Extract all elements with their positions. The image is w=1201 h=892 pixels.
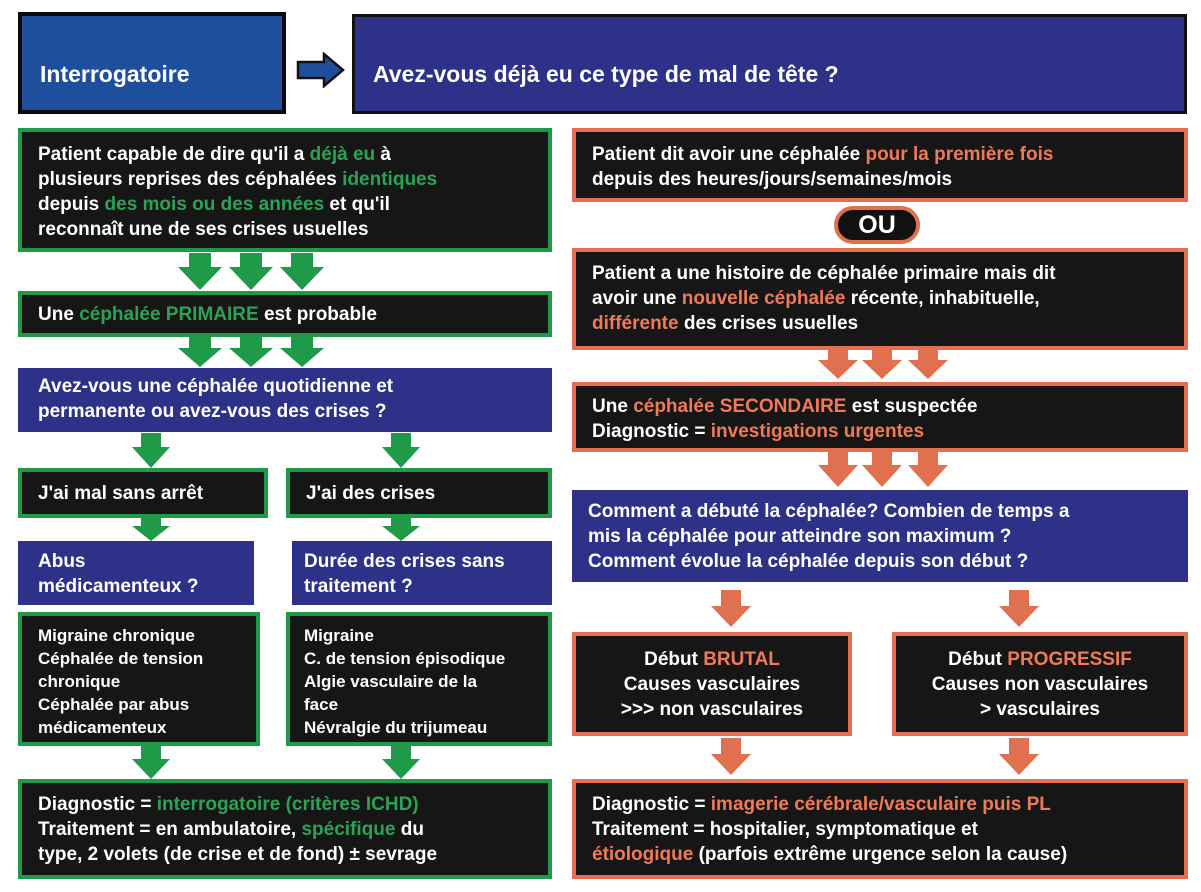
secondary-diagnosis-treatment-box	[572, 779, 1188, 879]
primary-history-line-2: plusieurs reprises des céphalées identiques	[38, 169, 438, 190]
primary-history-line-1: Patient capable de dire qu'il a déjà eu à	[38, 144, 391, 165]
orange-triple-arrow-icon	[810, 350, 970, 380]
new-headache-box	[572, 248, 1188, 350]
constant-pain-text: J'ai mal sans arrêt	[38, 483, 204, 504]
secondary-line-2: Diagnostic = investigations urgentes	[592, 421, 925, 442]
progressive-onset-line-3: > vasculaires	[980, 699, 1100, 720]
primary-dx-line-3: type, 2 volets (de crise et de fond) ± sevrage	[38, 844, 438, 865]
primary-diagnosis-treatment-box	[18, 779, 552, 879]
primary-probable-box	[18, 291, 552, 337]
orange-triple-arrow-icon	[810, 452, 970, 488]
primary-history-line-4: reconnaît une de ses crises usuelles	[38, 219, 369, 240]
sudden-onset-title: Début BRUTAL	[644, 649, 780, 670]
progressive-onset-title: Début PROGRESSIF	[948, 649, 1132, 670]
attack-duration-line-1: Durée des crises sans	[304, 551, 505, 572]
episodic-dx-4: face	[304, 695, 339, 714]
header-questions-box	[352, 14, 1187, 114]
first-time-line-2: depuis des heures/jours/semaines/mois	[592, 169, 953, 190]
episodic-dx-3: Algie vasculaire de la	[304, 672, 477, 691]
sudden-onset-box	[572, 632, 852, 736]
medication-abuse-line-1: Abus	[38, 551, 86, 572]
header-right-line-1: Avez-vous déjà eu ce type de mal de tête ?	[373, 61, 839, 87]
primary-dx-line-1: Diagnostic = interrogatoire (critères ICHD)	[38, 794, 419, 815]
medication-abuse-line-2: médicamenteux ?	[38, 576, 199, 597]
first-time-headache-box	[572, 128, 1188, 202]
progressive-onset-line-2: Causes non vasculaires	[931, 674, 1149, 695]
onset-question-line-1: Comment a débuté la céphalée? Combien de temps a	[588, 501, 1070, 522]
episodic-diagnoses-box	[286, 612, 552, 746]
chronic-dx-5: médicamenteux	[38, 718, 167, 737]
header-arrow-icon	[296, 52, 346, 88]
sudden-onset-line-3: >>> non vasculaires	[620, 699, 804, 720]
onset-question-box	[572, 490, 1188, 582]
daily-question-line-2: permanente ou avez-vous des crises ?	[38, 401, 387, 422]
green-arrow-icon	[381, 433, 421, 469]
medication-abuse-question-box	[18, 541, 254, 605]
green-triple-arrow-icon	[172, 337, 332, 368]
green-triple-arrow-icon	[172, 253, 332, 291]
chronic-dx-3: chronique	[38, 672, 121, 691]
green-arrow-icon	[131, 746, 171, 780]
attacks-box	[286, 468, 552, 518]
header-left-line-1: Interrogatoire	[40, 61, 190, 87]
new-headache-line-3: différente des crises usuelles	[592, 313, 859, 334]
episodic-dx-2: C. de tension épisodique	[304, 649, 506, 668]
orange-arrow-icon	[997, 590, 1041, 628]
secondary-suspected-box	[572, 382, 1188, 452]
attack-duration-line-2: traitement ?	[304, 576, 413, 597]
progressive-onset-box	[892, 632, 1188, 736]
first-time-line-1: Patient dit avoir une céphalée pour la première fois	[592, 144, 1054, 165]
daily-question-line-1: Avez-vous une céphalée quotidienne et	[38, 376, 394, 397]
episodic-dx-1: Migraine	[304, 626, 374, 645]
orange-arrow-icon	[709, 590, 753, 628]
orange-arrow-icon	[709, 738, 753, 776]
attack-duration-question-box	[292, 541, 552, 605]
primary-probable-text: Une céphalée PRIMAIRE est probable	[38, 304, 377, 325]
onset-question-line-2: mis la céphalée pour atteindre son maximum ?	[588, 526, 1012, 547]
header-initial-interview-box	[18, 12, 286, 114]
secondary-dx-line-1: Diagnostic = imagerie cérébrale/vasculaire puis PL	[592, 794, 1051, 815]
onset-question-line-3: Comment évolue la céphalée depuis son début ?	[588, 551, 1029, 572]
chronic-dx-2: Céphalée de tension	[38, 649, 204, 668]
green-arrow-icon	[381, 518, 421, 542]
chronic-dx-4: Céphalée par abus	[38, 695, 190, 714]
new-headache-line-2: avoir une nouvelle céphalée récente, inhabituelle,	[592, 288, 1040, 309]
episodic-dx-5: Névralgie du trijumeau	[304, 718, 488, 737]
chronic-dx-1: Migraine chronique	[38, 626, 195, 645]
primary-history-line-3: depuis des mois ou des années et qu'il	[38, 194, 390, 215]
chronic-diagnoses-box	[18, 612, 260, 746]
daily-or-attacks-question-box	[18, 368, 552, 432]
orange-arrow-icon	[997, 738, 1041, 776]
primary-dx-line-2: Traitement = en ambulatoire, spécifique du	[38, 819, 424, 840]
green-arrow-icon	[131, 518, 171, 542]
green-arrow-icon	[381, 746, 421, 780]
secondary-line-1: Une céphalée SECONDAIRE est suspectée	[592, 396, 978, 417]
green-arrow-icon	[131, 433, 171, 469]
constant-pain-box	[18, 468, 268, 518]
new-headache-line-1: Patient a une histoire de céphalée primaire mais dit	[592, 263, 1056, 284]
secondary-dx-line-2: Traitement = hospitalier, symptomatique et	[592, 819, 978, 840]
sudden-onset-line-2: Causes vasculaires	[623, 674, 801, 695]
or-badge: OU	[834, 206, 920, 244]
attacks-text: J'ai des crises	[306, 483, 436, 504]
primary-history-box	[18, 128, 552, 252]
secondary-dx-line-3: étiologique (parfois extrême urgence selon la cause)	[592, 844, 1068, 865]
